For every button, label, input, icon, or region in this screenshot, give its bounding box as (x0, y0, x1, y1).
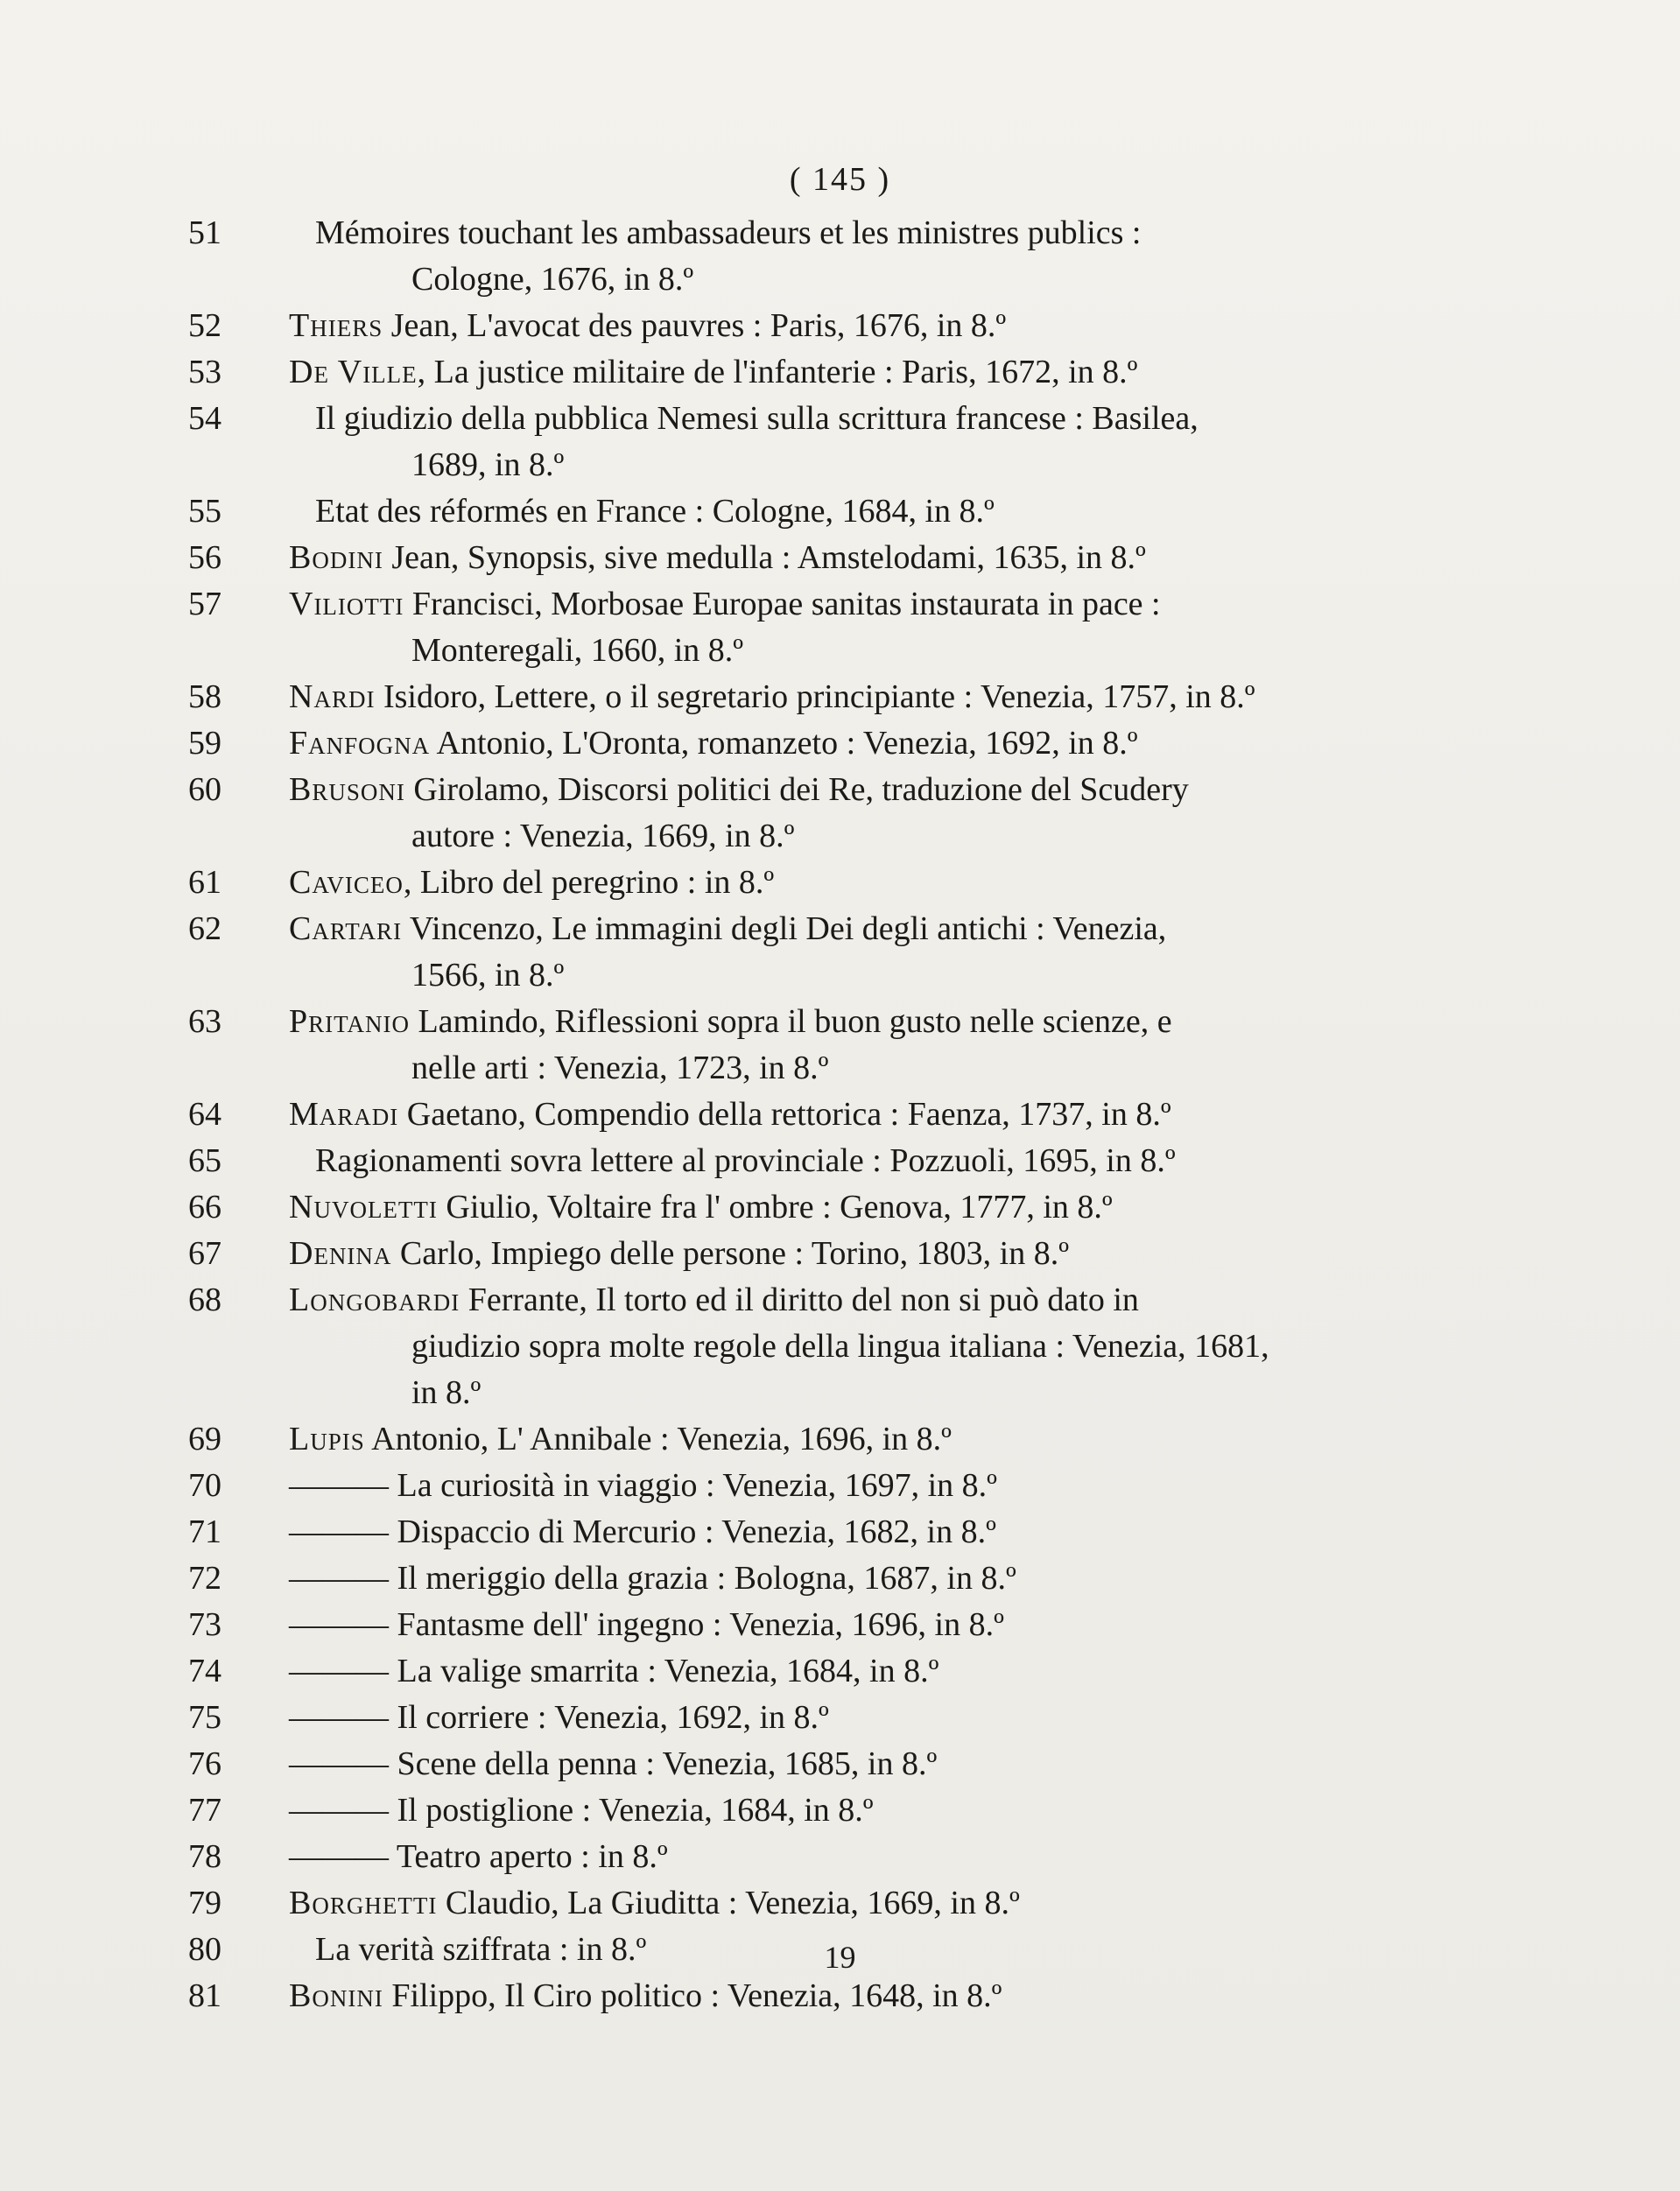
entry-continuation: 1566, in 8.º (411, 957, 565, 994)
list-item: 63 Pritanio Lamindo, Riflessioni sopra il buon gusto nelle scienze, e nelle arti : Venezia, 1723, in 8.º (188, 999, 1379, 1092)
entry-continuation: Monteregali, 1660, in 8.º (411, 632, 744, 669)
entry-continuation: nelle arti : Venezia, 1723, in 8.º (411, 1050, 829, 1086)
entry-number: 58 (188, 678, 221, 715)
list-item: 56 Bodini Jean, Synopsis, sive medulla : Amstelodami, 1635, in 8.º (188, 535, 1379, 581)
list-item: 76 ——— Scene della penna : Venezia, 1685, in 8.º (188, 1741, 1379, 1787)
entry-number: 60 (188, 771, 221, 808)
entry-number: 76 (188, 1745, 221, 1782)
list-item: 61 Caviceo, Libro del peregrino : in 8.º (188, 860, 1379, 906)
list-item: 70 ——— La curiosità in viaggio : Venezia, 1697, in 8.º (188, 1463, 1379, 1509)
entry-number: 55 (188, 493, 221, 530)
list-item: 77 ——— Il postiglione : Venezia, 1684, in 8.º (188, 1787, 1379, 1834)
list-item: 72 ——— Il meriggio della grazia : Bologna, 1687, in 8.º (188, 1555, 1379, 1602)
signature-mark: 19 (824, 1940, 856, 1975)
entry-number: 62 (188, 910, 221, 947)
entry-number: 59 (188, 725, 221, 762)
entry-number: 66 (188, 1189, 221, 1225)
list-item: 60 Brusoni Girolamo, Discorsi politici dei Re, traduzione del Scudery autore : Venezia, 1669, in 8.º (188, 767, 1379, 860)
list-item: 58 Nardi Isidoro, Lettere, o il segretario principiante : Venezia, 1757, in 8.º (188, 674, 1379, 720)
list-item: 54 Il giudizio della pubblica Nemesi sulla scrittura francese : Basilea, 1689, in 8.º (188, 396, 1379, 488)
entry-number: 80 (188, 1931, 221, 1968)
entry-number: 71 (188, 1513, 221, 1550)
entry-number: 67 (188, 1235, 221, 1272)
entry-number: 51 (188, 214, 221, 251)
entry-number: 73 (188, 1606, 221, 1643)
page-number: ( 145 ) (789, 161, 891, 198)
entry-continuation: in 8.º (411, 1374, 482, 1411)
list-item: 81 Bonini Filippo, Il Ciro politico : Venezia, 1648, in 8.º (188, 1973, 1379, 2019)
list-item: 78 ——— Teatro aperto : in 8.º (188, 1834, 1379, 1880)
list-item: 71 ——— Dispaccio di Mercurio : Venezia, 1682, in 8.º (188, 1509, 1379, 1555)
entry-number: 74 (188, 1653, 221, 1689)
list-item: 79 Borghetti Claudio, La Giuditta : Venezia, 1669, in 8.º (188, 1880, 1379, 1927)
list-item: 62 Cartari Vincenzo, Le immagini degli Dei degli antichi : Venezia, 1566, in 8.º (188, 906, 1379, 999)
entry-number: 72 (188, 1560, 221, 1597)
list-item: 51 Mémoires touchant les ambassadeurs et les ministres publics : Cologne, 1676, in 8.º (188, 210, 1379, 303)
entry-number: 81 (188, 1977, 221, 2014)
list-item: 65 Ragionamenti sovra lettere al provinciale : Pozzuoli, 1695, in 8.º (188, 1138, 1379, 1184)
entry-number: 52 (188, 307, 221, 344)
list-item: 64 Maradi Gaetano, Compendio della rettorica : Faenza, 1737, in 8.º (188, 1092, 1379, 1138)
entry-list (188, 210, 1379, 2019)
entry-number: 64 (188, 1096, 221, 1133)
list-item: 73 ——— Fantasme dell' ingegno : Venezia, 1696, in 8.º (188, 1602, 1379, 1648)
entry-number: 69 (188, 1421, 221, 1457)
entry-continuation: autore : Venezia, 1669, in 8.º (411, 818, 795, 854)
entry-number: 63 (188, 1003, 221, 1040)
entry-number: 65 (188, 1142, 221, 1179)
entry-number: 61 (188, 864, 221, 901)
entry-continuation: 1689, in 8.º (411, 446, 565, 483)
entry-number: 68 (188, 1282, 221, 1318)
list-item: 55 Etat des réformés en France : Cologne, 1684, in 8.º (188, 488, 1379, 535)
entry-number: 53 (188, 354, 221, 390)
entry-continuation: Cologne, 1676, in 8.º (411, 261, 694, 298)
list-item: 75 ——— Il corriere : Venezia, 1692, in 8.º (188, 1695, 1379, 1741)
entry-number: 79 (188, 1885, 221, 1921)
entry-number: 70 (188, 1467, 221, 1504)
list-item: 68 Longobardi Ferrante, Il torto ed il diritto del non si può dato in giudizio sopra molte regole della lingua italiana : Venezia, 1681, in 8.º (188, 1277, 1379, 1416)
entry-number: 57 (188, 586, 221, 622)
entry-number: 56 (188, 539, 221, 576)
entry-number: 54 (188, 400, 221, 437)
list-item: 57 Viliotti Francisci, Morbosae Europae sanitas instaurata in pace : Monteregali, 1660, in 8.º (188, 581, 1379, 674)
list-item: 53 De Ville, La justice militaire de l'infanterie : Paris, 1672, in 8.º (188, 349, 1379, 396)
list-item: 74 ——— La valige smarrita : Venezia, 1684, in 8.º (188, 1648, 1379, 1695)
list-item: 80 La verità sziffrata : in 8.º (188, 1927, 1379, 1973)
list-item: 59 Fanfogna Antonio, L'Oronta, romanzeto : Venezia, 1692, in 8.º (188, 720, 1379, 767)
entry-number: 75 (188, 1699, 221, 1736)
entry-number: 78 (188, 1838, 221, 1875)
list-item: 52 Thiers Jean, L'avocat des pauvres : Paris, 1676, in 8.º (188, 303, 1379, 349)
entry-continuation: giudizio sopra molte regole della lingua italiana : Venezia, 1681, (411, 1328, 1269, 1365)
list-item: 69 Lupis Antonio, L' Annibale : Venezia, 1696, in 8.º (188, 1416, 1379, 1463)
list-item: 67 Denina Carlo, Impiego delle persone : Torino, 1803, in 8.º (188, 1231, 1379, 1277)
entry-number: 77 (188, 1792, 221, 1829)
list-item: 66 Nuvoletti Giulio, Voltaire fra l' ombre : Genova, 1777, in 8.º (188, 1184, 1379, 1231)
